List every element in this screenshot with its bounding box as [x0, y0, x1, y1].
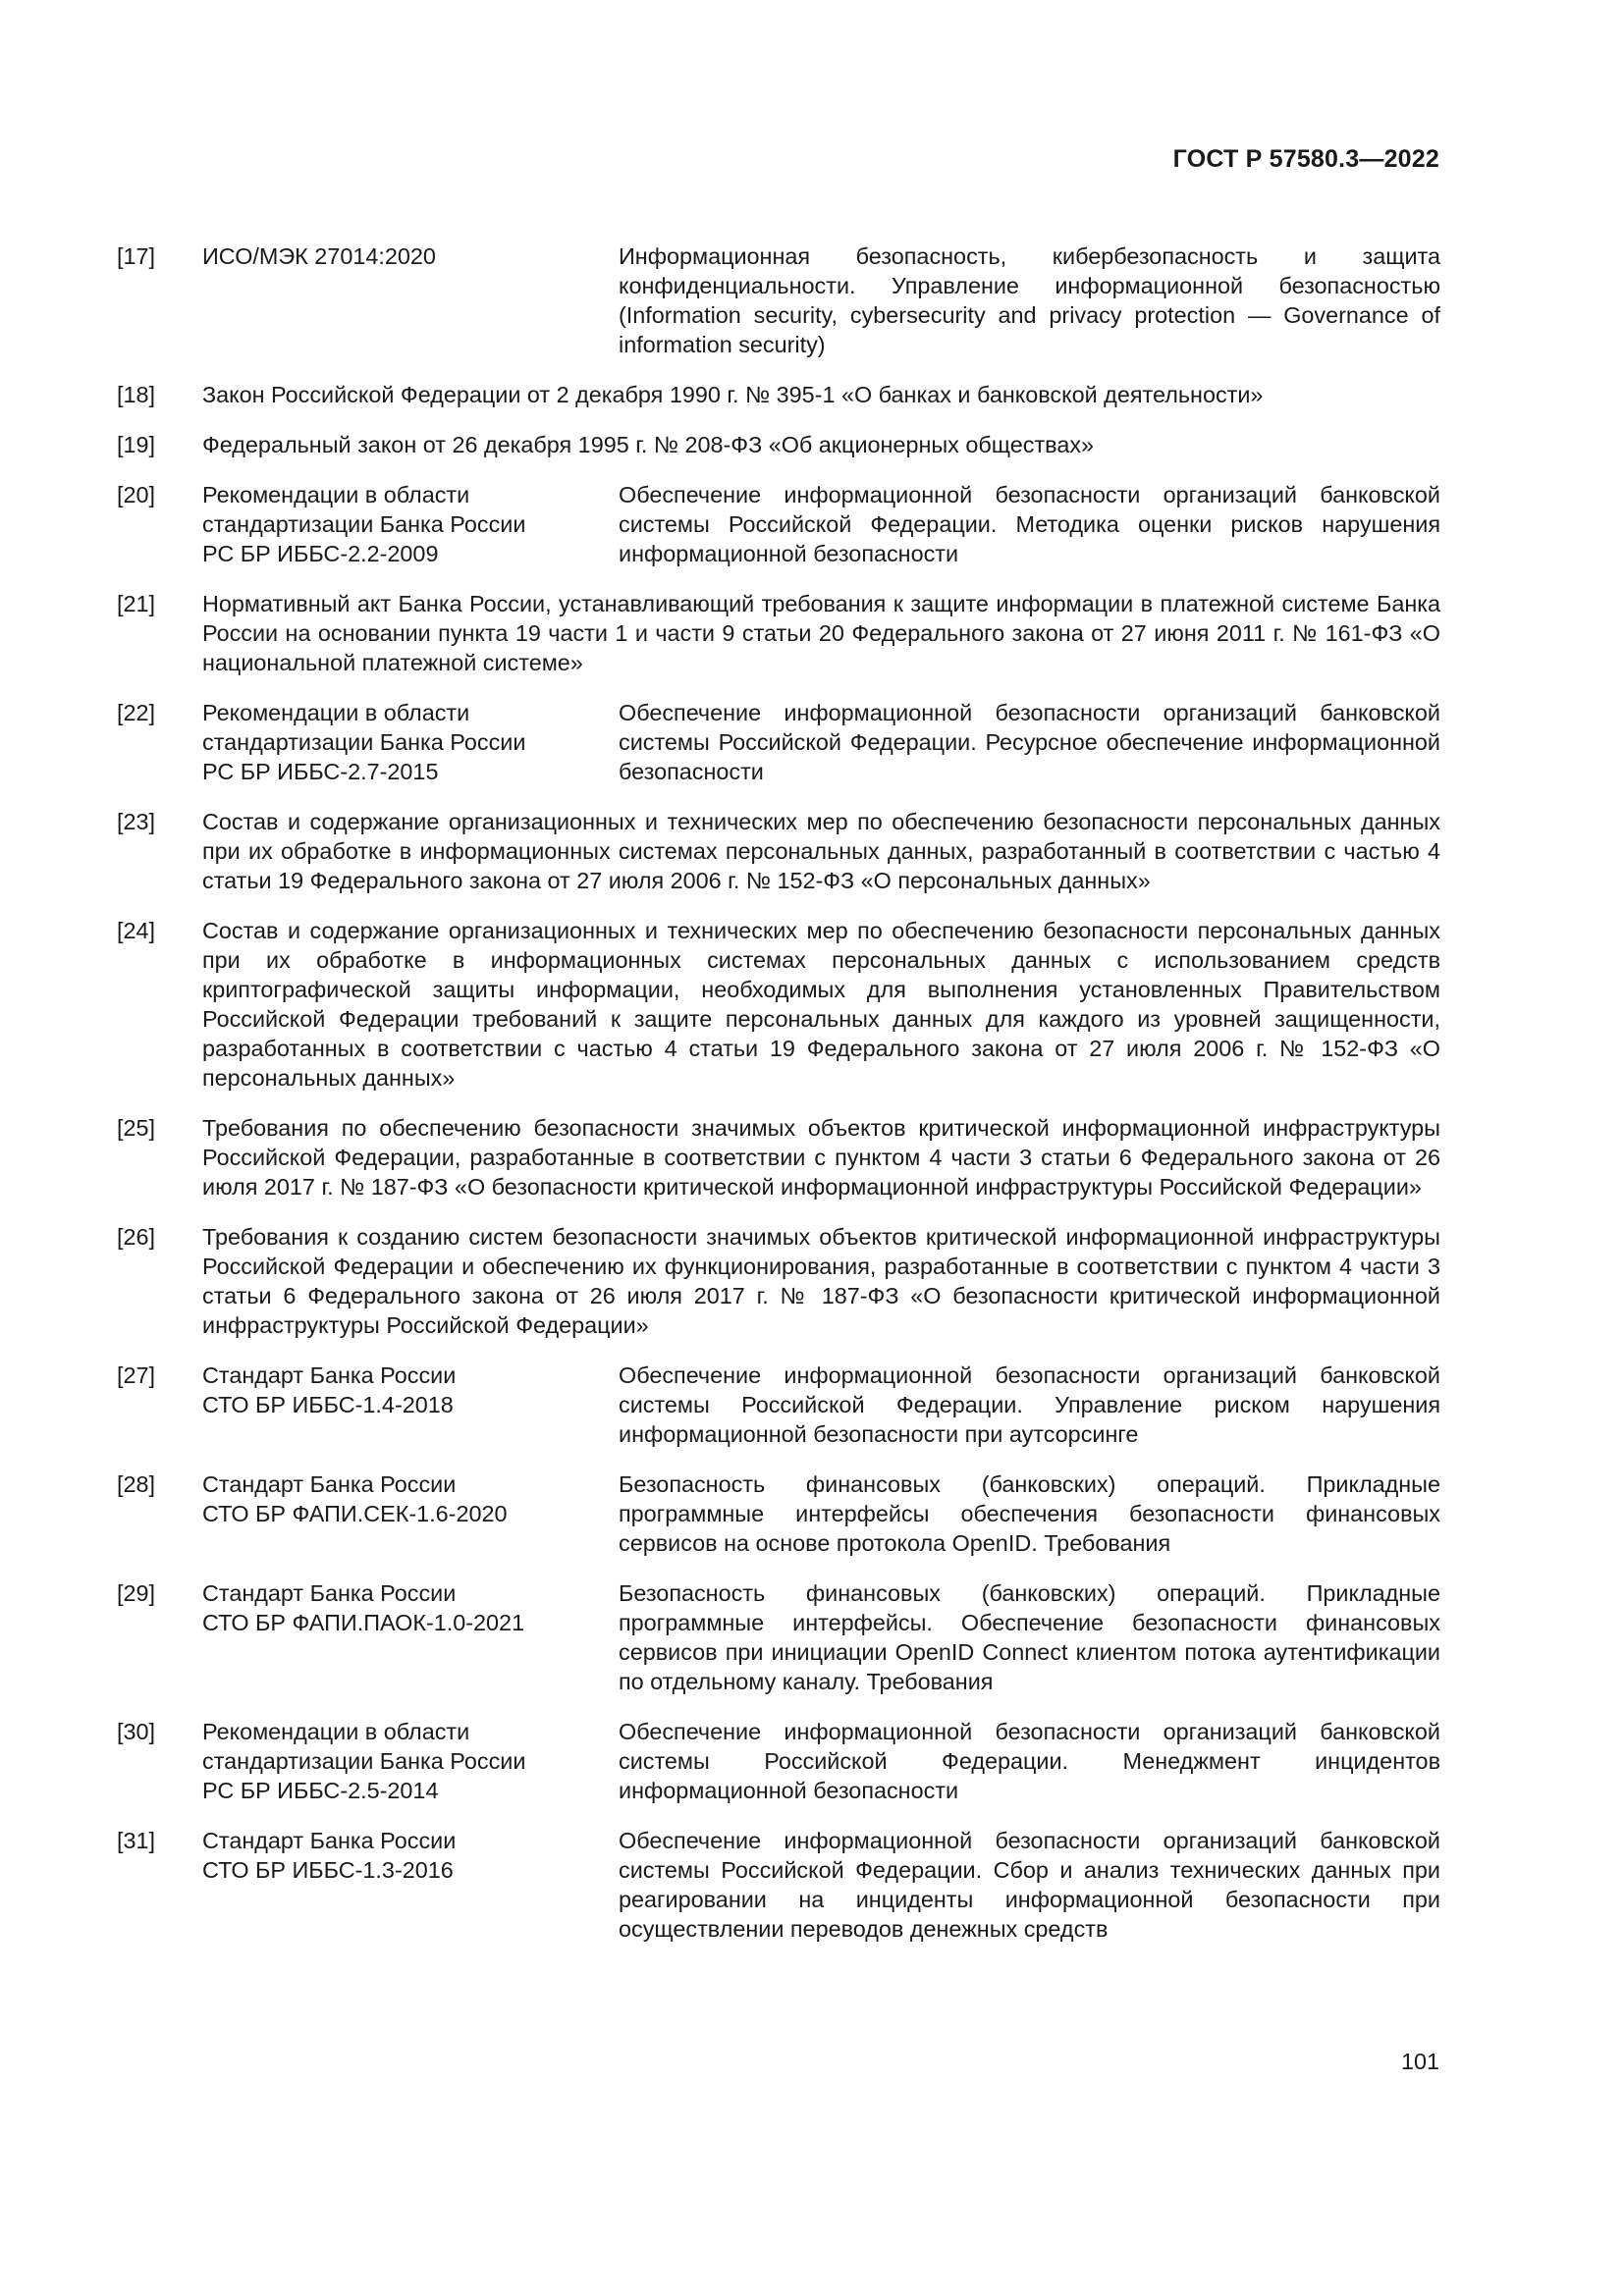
entry-number: [18] — [117, 382, 156, 407]
bibliography-entry — [117, 589, 1440, 677]
entry-number: [26] — [117, 1224, 156, 1250]
entry-source-line: Стандарт Банка России — [202, 1828, 457, 1853]
entry-number: [25] — [117, 1115, 156, 1141]
entry-source — [202, 480, 619, 568]
entry-number: [30] — [117, 1719, 156, 1744]
entry-number: [29] — [117, 1580, 156, 1606]
entry-number: [31] — [117, 1828, 156, 1853]
bibliography-entry — [117, 698, 1440, 786]
entry-source-line: Рекомендации в области — [202, 482, 470, 507]
entry-source-line: Стандарт Банка России — [202, 1362, 457, 1388]
bibliography-entry — [117, 1578, 1440, 1696]
entry-source-line: стандартизации Банка России — [202, 1748, 526, 1774]
bibliography-entry — [117, 916, 1440, 1093]
entry-source-line: СТО БР ИББС-1.4-2018 — [202, 1392, 454, 1417]
entry-number: [27] — [117, 1362, 156, 1388]
entry-text: Нормативный акт Банка России, устанавливающий требования к защите информации в платежной системе Банка России на основании пункта 19 части 1 и части 9 статьи 20 Федерального закона от 27 июня 2011 г. № 161-ФЗ «О национальной платежной системе» — [202, 591, 1440, 675]
bibliography-entry — [117, 1113, 1440, 1201]
entry-number: [21] — [117, 591, 156, 616]
entry-source-line: стандартизации Банка России — [202, 729, 526, 755]
entry-source-line: РС БР ИББС-2.5-2014 — [202, 1778, 439, 1803]
entry-source — [202, 241, 619, 359]
bibliography-entry — [117, 480, 1440, 568]
entry-source-line: СТО БР ФАПИ.ПАОК-1.0-2021 — [202, 1610, 525, 1635]
entry-text: Состав и содержание организационных и технических мер по обеспечению безопасности персональных данных при их обработке в информационных системах персональных данных с использованием средств криптографической защиты информации, необходимых для выполнения установленных Правительством Российской Федерации требований к защите персональных данных для каждого из уровней защищенности, разработанных в соответствии с частью 4 статьи 19 Федерального закона от 27 июля 2006 г. № 152-ФЗ «О персональных данных» — [202, 918, 1440, 1091]
bibliography-entry — [117, 1222, 1440, 1340]
bibliography-entry — [117, 1717, 1440, 1805]
entry-source-line: Рекомендации в области — [202, 1719, 470, 1744]
entry-number: [20] — [117, 482, 156, 507]
entry-source-line: ИСО/МЭК 27014:2020 — [202, 243, 436, 269]
entry-number: [17] — [117, 243, 156, 269]
bibliography-list — [117, 241, 1440, 1964]
page-number: 101 — [1400, 2049, 1439, 2074]
entry-source-line: РС БР ИББС-2.2-2009 — [202, 541, 439, 566]
entry-number: [24] — [117, 918, 156, 943]
entry-text: Федеральный закон от 26 декабря 1995 г. № 208-ФЗ «Об акционерных обществах» — [202, 432, 1095, 457]
bibliography-entry — [117, 1826, 1440, 1944]
bibliography-entry — [117, 430, 1440, 459]
entry-text: Требования к созданию систем безопасности значимых объектов критической информационной инфраструктуры Российской Федерации и обеспечению их функционирования, разработанные в соответствии с пунктом 4 части 3 статьи 6 Федерального закона от 26 июля 2017 г. № 187-ФЗ «О безопасности критической информационной инфраструктуры Российской Федерации» — [202, 1224, 1440, 1338]
entry-source-line: РС БР ИББС-2.7-2015 — [202, 759, 439, 784]
document-code-header: ГОСТ Р 57580.3—2022 — [1172, 145, 1439, 173]
bibliography-entry — [117, 380, 1440, 409]
bibliography-entry — [117, 807, 1440, 895]
entry-source-line: стандартизации Банка России — [202, 511, 526, 537]
entry-text: Требования по обеспечению безопасности значимых объектов критической информационной инфраструктуры Российской Федерации, разработанные в соответствии с пунктом 4 части 3 статьи 6 Федерального закона от 26 июля 2017 г. № 187-ФЗ «О безопасности критической информационной инфраструктуры Российской Федерации» — [202, 1115, 1440, 1200]
entry-title: Обеспечение информационной безопасности организаций банковской системы Российской Федерации. Методика оценки рисков нарушения информационной безопасности — [619, 482, 1440, 566]
entry-title: Обеспечение информационной безопасности организаций банковской системы Российской Федерации. Менеджмент инцидентов информационной безопасности — [619, 1719, 1440, 1803]
entry-text: Закон Российской Федерации от 2 декабря 1990 г. № 395-1 «О банках и банковской деятельности» — [202, 382, 1264, 407]
entry-source — [202, 698, 619, 786]
entry-number: [22] — [117, 700, 156, 725]
entry-source — [202, 1826, 619, 1944]
entry-title: Обеспечение информационной безопасности организаций банковской системы Российской Федерации. Сбор и анализ технических данных при реагировании на инциденты информационной безопасности при осуществлении переводов денежных средств — [619, 1828, 1440, 1942]
entry-number: [19] — [117, 432, 156, 457]
entry-title: Обеспечение информационной безопасности организаций банковской системы Российской Федерации. Ресурсное обеспечение информационной безопасности — [619, 700, 1440, 784]
entry-title: Информационная безопасность, кибербезопасность и защита конфиденциальности. Управление информационной безопасностью (Information security, cybersecurity and privacy protection — Governance of information security) — [619, 243, 1440, 357]
entry-number: [23] — [117, 809, 156, 834]
entry-source-line: Стандарт Банка России — [202, 1580, 457, 1606]
entry-number: [28] — [117, 1471, 156, 1497]
entry-text: Состав и содержание организационных и технических мер по обеспечению безопасности персональных данных при их обработке в информационных системах персональных данных, разработанный в соответствии с частью 4 статьи 19 Федерального закона от 27 июля 2006 г. № 152-ФЗ «О персональных данных» — [202, 809, 1440, 893]
entry-source-line: СТО БР ФАПИ.СЕК-1.6-2020 — [202, 1501, 508, 1526]
bibliography-entry — [117, 241, 1440, 359]
bibliography-entry — [117, 1469, 1440, 1558]
entry-source — [202, 1717, 619, 1805]
entry-title: Обеспечение информационной безопасности организаций банковской системы Российской Федерации. Управление риском нарушения информационной безопасности при аутсорсинге — [619, 1362, 1440, 1447]
bibliography-entry — [117, 1361, 1440, 1449]
entry-source — [202, 1361, 619, 1449]
entry-source — [202, 1469, 619, 1558]
entry-source-line: Рекомендации в области — [202, 700, 470, 725]
entry-source-line: СТО БР ИББС-1.3-2016 — [202, 1857, 454, 1883]
entry-source-line: Стандарт Банка России — [202, 1471, 457, 1497]
entry-title: Безопасность финансовых (банковских) операций. Прикладные программные интерфейсы обеспечения безопасности финансовых сервисов на основе протокола OpenID. Требования — [619, 1471, 1440, 1556]
entry-source — [202, 1578, 619, 1696]
entry-title: Безопасность финансовых (банковских) операций. Прикладные программные интерфейсы. Обеспечение безопасности финансовых сервисов при инициации OpenID Connect клиентом потока аутентификации по отдельному каналу. Требования — [619, 1580, 1440, 1694]
